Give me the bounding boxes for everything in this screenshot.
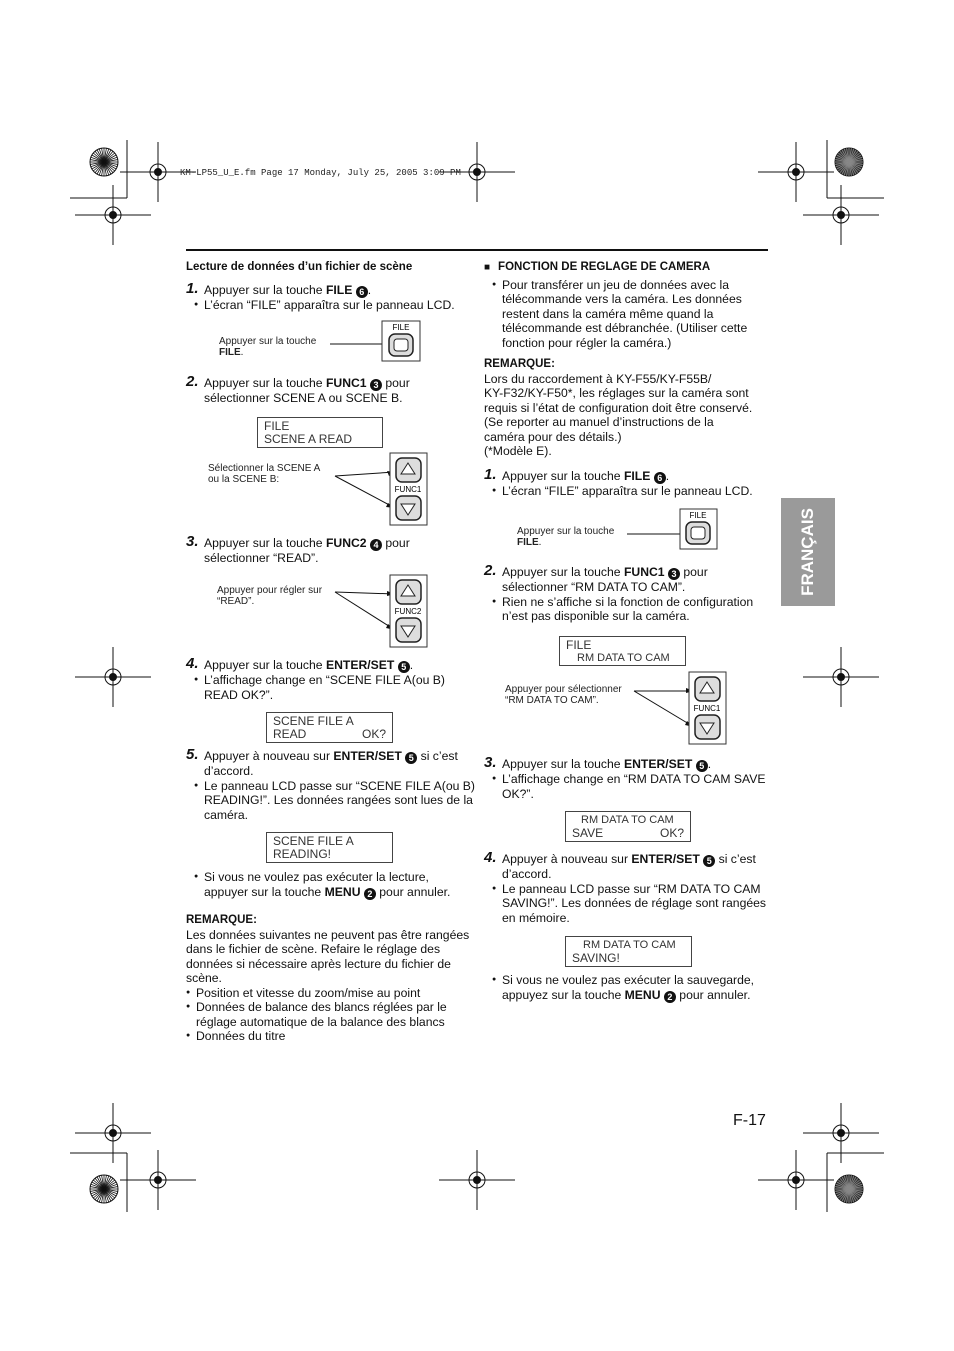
left-step-4: 4. Appuyer sur la touche ENTER/SET 5 . ● L’affichage change en “SCENE FILE A(ou B) READ OK?”. (186, 658, 476, 702)
ref-6-icon: 6 (356, 286, 368, 298)
left-step-2: 2. Appuyer sur la touche FUNC1 3 pour sélectionner SCENE A ou SCENE B. (186, 373, 410, 405)
right-fig1-file-button (627, 508, 722, 553)
ref-4-icon: 4 (370, 539, 382, 551)
left-step-1-bullet: ● L’écran “FILE” apparaîtra sur le panneau LCD. (186, 298, 471, 313)
left-step-3: 3. Appuyer sur la touche FUNC2 4 pour sélectionner “READ”. (186, 533, 410, 565)
ref-5-icon: 5 (398, 661, 410, 673)
right-fig1-caption: Appuyer sur la touche FILE. (517, 526, 615, 548)
svg-text:FUNC1: FUNC1 (394, 485, 422, 494)
section-title: Lecture de données d’un fichier de scène (186, 261, 413, 273)
right-step-4: 4. Appuyer à nouveau sur ENTER/SET 5 si c’est d’accord. ● Le panneau LCD passe sur “RM DATA TO CAM SAVING!”. Les données de réglage sont rangées en mémoire. (484, 852, 774, 925)
right-lcd-3: RM DATA TO CAM SAVE OK? (565, 811, 691, 842)
svg-text:FUNC2: FUNC2 (394, 607, 422, 616)
language-tab: FRANÇAIS (781, 498, 835, 606)
left-fig2-func1-button (335, 452, 435, 528)
ref-5-icon: 5 (405, 752, 417, 764)
ref-3-icon: 3 (668, 568, 680, 580)
starburst-mark (90, 1175, 118, 1203)
page-number: F-17 (733, 1112, 766, 1129)
left-remarque: REMARQUE: Les données suivantes ne peuvent pas être rangées dans le fichier de scène. Refaire le réglage des données si nécessaire après lecture du fichier de scène. ● Position et vitesse du zoom/mise au point ● Données de balance des blancs réglées par le réglage automatique de la balance des blancs ● Données du titre (186, 913, 471, 1044)
starburst-mark (90, 148, 118, 176)
file-header: KM-LP55_U_E.fm Page 17 Monday, July 25, 2005 3:09 PM (180, 168, 461, 178)
left-step-5: 5. Appuyer à nouveau sur ENTER/SET 5 si c’est d’accord. ● Le panneau LCD passe sur “SCENE FILE A(ou B) READING!”. Les données rangées sont lues de la caméra. (186, 749, 476, 822)
left-fig1-caption: Appuyer sur la touche FILE. (219, 336, 317, 358)
ref-5-icon: 5 (696, 760, 708, 772)
ref-5-icon: 5 (703, 855, 715, 867)
left-step-1: 1. Appuyer sur la touche FILE 6 . (186, 279, 372, 297)
starburst-mark (835, 1175, 863, 1203)
svg-text:FUNC1: FUNC1 (693, 704, 721, 713)
left-lcd-4: SCENE FILE A READ OK? (266, 712, 393, 743)
right-fig2-func1-button (634, 671, 734, 747)
svg-text:FILE: FILE (689, 511, 707, 520)
file-button-label: FILE (392, 323, 410, 332)
camera-function-title: ■ FONCTION DE REGLAGE DE CAMERA (484, 260, 768, 276)
top-rule (186, 249, 768, 251)
right-step-1: 1. Appuyer sur la touche FILE 6 . (484, 465, 670, 483)
ref-2-icon: 2 (364, 888, 376, 900)
ref-2-icon: 2 (664, 991, 676, 1003)
right-lcd-2: FILE RM DATA TO CAM (559, 636, 686, 666)
left-lcd-5: SCENE FILE A READING! (266, 832, 393, 863)
left-column (186, 260, 471, 312)
right-fig2-caption: Appuyer pour sélectionner “RM DATA TO CAM”. (505, 684, 622, 706)
right-cancel-note: ● Si vous ne voulez pas exécuter la sauvegarde, appuyez sur la touche MENU 2 pour annuler. (484, 973, 774, 1003)
right-lcd-4: RM DATA TO CAM SAVING! (565, 936, 692, 967)
left-cancel-note: ● Si vous ne voulez pas exécuter la lecture, appuyer sur la touche MENU 2 pour annuler. (186, 870, 476, 900)
left-fig2-caption: Sélectionner la SCENE A ou la SCENE B: (208, 463, 321, 485)
right-step-2: 2. Appuyer sur la touche FUNC1 3 pour sélectionner “RM DATA TO CAM”. ● Rien ne s’affiche si la fonction de configuration n’est pas disponible sur la caméra. (484, 565, 774, 624)
starburst-mark (835, 148, 863, 176)
left-fig3-caption: Appuyer pour régler sur “READ”. (217, 585, 323, 607)
left-fig3-func2-button (335, 574, 435, 650)
right-step-3: 3. Appuyer sur la touche ENTER/SET 5 . ● L’affichage change en “RM DATA TO CAM SAVE OK?”. (484, 757, 774, 801)
left-fig1-file-button (330, 320, 425, 365)
ref-6-icon: 6 (654, 472, 666, 484)
left-lcd-2: FILE SCENE A READ (257, 417, 383, 448)
ref-3-icon: 3 (370, 379, 382, 391)
right-column: ■ FONCTION DE REGLAGE DE CAMERA ● Pour transférer un jeu de données avec la télécommande vers la caméra. Les données restent dans la caméra même quand la télécommande est débranchée. (Utiliser cette fonction pour régler la caméra.) REMARQUE: Lors du raccordement à KY-F55/KY-F55B/ KY-F32/KY-F50*, les réglages sur la caméra sont requis si l’état de configuration doit être conservé. (Se reporter au manuel d’instructions de la caméra pour des détails.) (*Modèle E). 1. Appuyer sur la touche FILE 6 . ● L’écran “FILE” apparaîtra sur le panneau LCD. (484, 260, 768, 498)
